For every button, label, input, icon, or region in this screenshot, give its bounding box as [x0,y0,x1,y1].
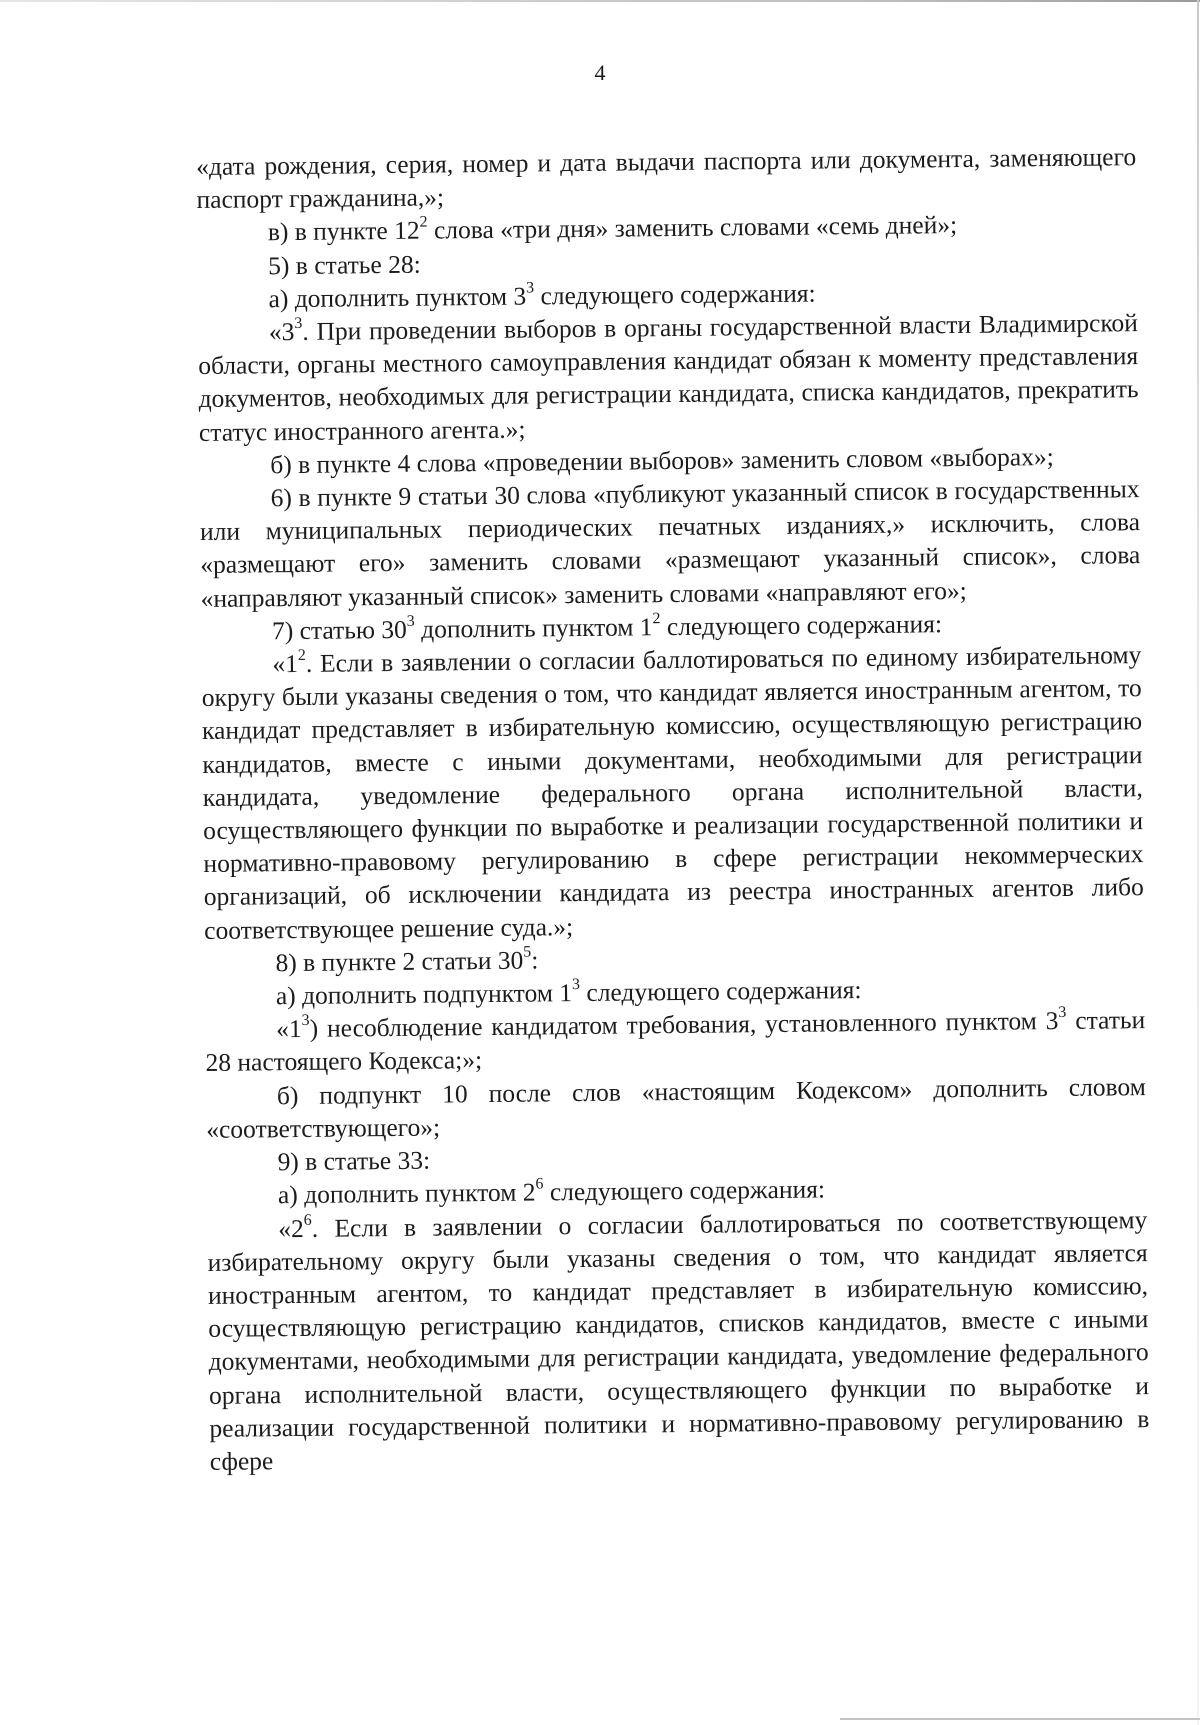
paragraph-text: а) дополнить пунктом 3 [268,281,527,314]
paragraph-text: 9) в статье 33: [277,1145,431,1177]
superscript: 5 [523,943,532,961]
paragraph-text: : [531,945,539,975]
paragraph-text: 8) в пункте 2 статьи 30 [275,945,524,978]
paragraph-text: 6) в пункте 9 статьи 30 слова «публикуют указанный список в государственных или муниципальных периодических печатных изданиях,» исключить, слова «размещают его» заменить словами «размещают указанный список», слова «направляют указанный список» заменить словами «направляют его»; [199,474,1141,613]
paragraph-text: дополнить пунктом 1 [414,612,653,644]
paragraph-text: статьи 28 настоящего Кодекса;»; [205,1005,1146,1078]
superscript: 3 [294,314,303,332]
superscript: 6 [535,1175,544,1193]
paragraph-text: . Если в заявлении о согласии баллотироваться по единому избирательному округу были указаны сведения о том, что кандидат является иностранным агентом, то кандидат представляет в избирательную комиссию, осуществляющую регистрацию кандидатов, вместе с иными документами, необходимыми для регистрации кандидата, уведомление федерального органа исполнительной власти, осуществляющего функции по выработке и реализации государственной политики и нормативно-правовому регулированию в сфере регистрации некоммерческих организаций, об исключении кандидата из реестра иностранных агентов либо соответствующее решение суда.»; [201,640,1144,945]
paragraph-text: б) в пункте 4 слова «проведении выборов» заменить словом «выборах»; [270,441,1054,480]
scan-edge-top [0,0,1200,2]
paragraph-text: следующего содержания: [579,975,862,1008]
paragraph-text: «дата рождения, серия, номер и дата выдачи паспорта или документа, заменяющего паспорт гражданина,»; [196,142,1137,215]
scan-edge-bottom [840,1718,1200,1720]
superscript: 3 [301,1012,310,1030]
paragraph-text: следующего содержания: [660,609,943,642]
paragraph-text: 7) статью 30 [271,614,407,646]
paragraph-text: б) подпункт 10 после слов «настоящим Кодексом» дополнить словом «соответствующего»; [206,1071,1147,1144]
paragraph [196,140,1137,216]
paragraph-text: следующего содержания: [543,1174,826,1207]
page-number: 4 [594,60,606,85]
paragraph-text: «1 [272,649,299,679]
superscript: 2 [652,610,661,628]
paragraph-text: . При проведении выборов в органы государственной власти Владимирской области, органы местного самоуправления кандидат обязан к моменту представления документов, необходимых для регистрации кандидата, списка кандидатов, прекратить статус иностранного агента.»; [198,308,1139,447]
superscript: 2 [297,646,306,665]
superscript: 3 [1058,1004,1067,1022]
paragraph-text: 5) в статье 28: [268,249,421,280]
paragraph [199,472,1140,615]
paragraph [198,306,1139,449]
paragraph-text: следующего содержания: [533,278,816,311]
scan-edge-right [1197,0,1199,1725]
paragraph [201,638,1144,947]
superscript: 3 [525,279,535,297]
paragraph-text: . Если в заявлении о согласии баллотироваться по соответствующему избирательному округу были указаны сведения о том, что кандидат является иностранным агентом, то кандидат представляет в избирательную комиссию, осуществляющую регистрацию кандидатов, списков кандидатов, вместе с иными документами, необходимыми для регистрации кандидата, уведомление федерального органа исполнительной власти, осуществляющего функции по выработке и реализации государственной политики и нормативно-правовому регулированию в сфере [207,1204,1150,1476]
superscript: 6 [303,1211,312,1229]
paragraph-text: ) несоблюдение кандидатом требования, установленного пунктом 3 [309,1006,1059,1044]
paragraph [205,1003,1146,1079]
paragraph-text: в) в пункте 12 [267,216,420,247]
paragraph-text: слова «три дня» заменить словами «семь дней»; [427,210,958,245]
paragraph [207,1203,1150,1478]
superscript: 3 [406,612,415,630]
superscript: 3 [571,976,581,994]
paragraph-text: «3 [268,316,295,347]
paragraph-text: а) дополнить подпунктом 1 [275,978,573,1011]
superscript: 2 [419,213,428,232]
document-body [196,140,1150,1478]
paragraph-text: а) дополнить пунктом 2 [277,1177,536,1210]
paragraph [206,1070,1147,1146]
paragraph-text: «1 [276,1014,302,1044]
paragraph-text: «2 [278,1213,304,1243]
